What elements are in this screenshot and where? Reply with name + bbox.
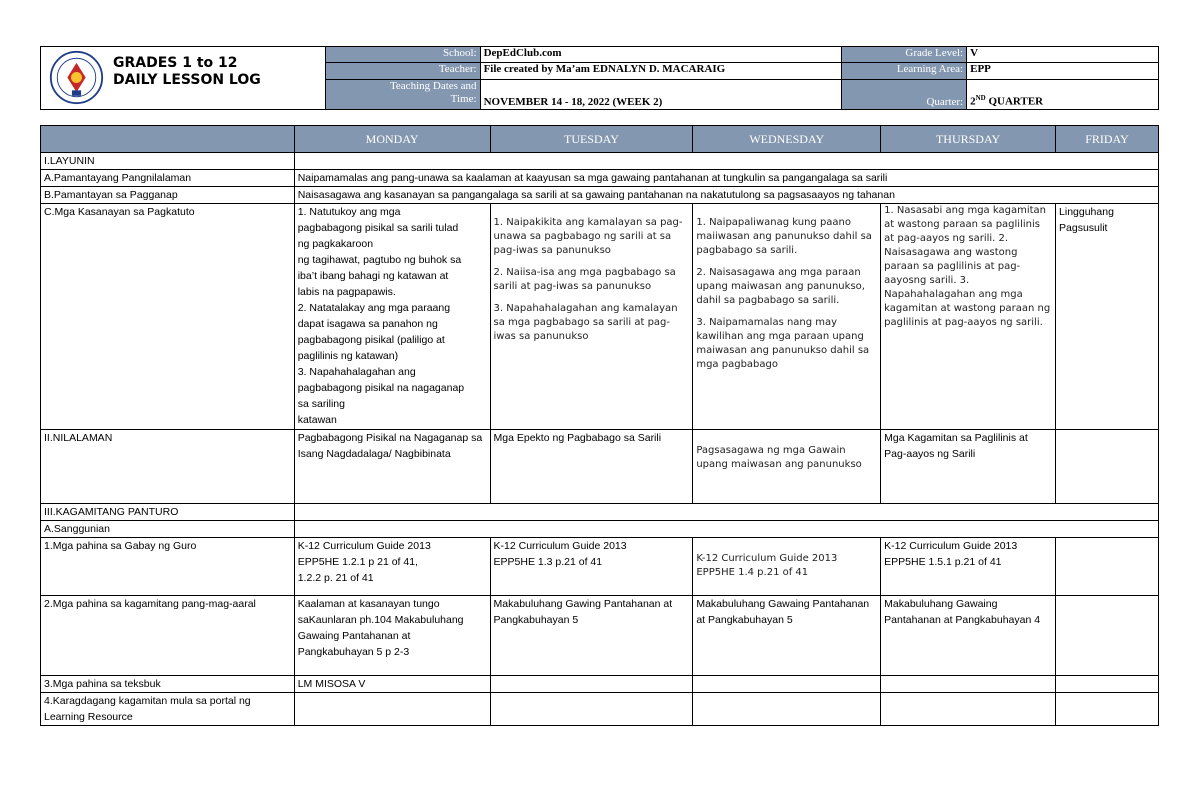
corner-header-cell (41, 126, 295, 153)
header-table (40, 46, 1159, 110)
row-label-nilalaman: II.NILALAMAN (41, 430, 295, 504)
row-label-teksbuk: 3.Mga pahina sa teksbuk (41, 676, 295, 693)
kasanayan-wednesday: 1. Naipapaliwanag kung paano maiiwasan ang panunukso dahil sa pagbabago sa sarili. 2. Naisasagawa ang mga paraan upang maiwasan ang panunukso, dahil sa pagbabago sa sarili. 3. Naipamamalas nang may kawilihan ang mga paraan upang maiwasan ang panunukso dahil sa mga pagbabago (693, 204, 881, 430)
teksbuk-friday (1056, 676, 1159, 693)
portal-wednesday (693, 693, 881, 726)
nilalaman-monday: Pagbabagong Pisikal na Nagaganap sa Isang Nagdadalaga/ Nagbibinata (294, 430, 490, 504)
kasanayan-tuesday: 1. Naipakikita ang kamalayan sa pag-unawa sa pagbabago ng sarili at sa pag-iwas sa panunukso 2. Naiisa-isa ang mga pagbabago sa sarili at pag-iwas sa panunukso 3. Napahahalagahan ang kamalayan sa mga pagbabago sa sarili at pag-iwas sa panunukso (490, 204, 693, 430)
deped-seal-icon (49, 50, 104, 105)
kasanayan-thursday: 1. Nasasabi ang mga kagamitan at wastong paraan sa paglilinis at pag-aayos ng sarili. 2. Naisasagawa ang wastong paraan sa paglilinis at pag-aayosng sarili. 3. Napahahalagahan ang mga kagamitan at wastong paraan ng paglilinis at pag-aayos ng sarili. (881, 204, 1056, 430)
page-subtitle: DAILY LESSON LOG (113, 72, 261, 88)
grade-level-label: Grade Level: (842, 47, 967, 63)
day-header-thursday: THURSDAY (881, 126, 1056, 153)
kasanayan-monday: 1. Natutukoy ang mga pagbabagong pisikal sa sarili tulad ng pagkakaroon ng tagihawat, pagtubo ng buhok sa iba’t ibang bahagi ng katawan at labis na pagpapawis. 2. Natatalakay ang mga paraang dapat isagawa sa panahon ng pagbabagong pisikal (paliligo at paglilinis ng katawan) 3. Napahahalagahan ang pagbabagong pisikal na nagaganap sa sariling katawan (294, 204, 490, 430)
layunin-cell (294, 153, 1158, 170)
portal-friday (1056, 693, 1159, 726)
day-header-monday: MONDAY (294, 126, 490, 153)
teksbuk-monday: LM MISOSA V (294, 676, 490, 693)
row-label-layunin: I.LAYUNIN (41, 153, 295, 170)
row-label-gabay: 1.Mga pahina sa Gabay ng Guro (41, 538, 295, 596)
day-header-wednesday: WEDNESDAY (693, 126, 881, 153)
logo-title-cell (41, 47, 326, 110)
row-label-pangnilalaman: A.Pamantayang Pangnilalaman (41, 170, 295, 187)
nilalaman-tuesday: Mga Epekto ng Pagbabago sa Sarili (490, 430, 693, 504)
portal-tuesday (490, 693, 693, 726)
kasanayan-friday: Lingguhang Pagsusulit (1056, 204, 1159, 430)
portal-thursday (881, 693, 1056, 726)
row-label-pagganap: B.Pamantayan sa Pagganap (41, 187, 295, 204)
gabay-thursday: K-12 Curriculum Guide 2013 EPP5HE 1.5.1 p.21 of 41 (881, 538, 1056, 596)
page-title: GRADES 1 to 12 (113, 55, 238, 71)
teaching-dates-label: Teaching Dates and Time: (325, 79, 480, 110)
mag-aaral-wednesday: Makabuluhang Gawaing Pantahanan at Pangkabuhayan 5 (693, 596, 881, 676)
teaching-dates-value: NOVEMBER 14 - 18, 2022 (WEEK 2) (480, 79, 842, 110)
teksbuk-thursday (881, 676, 1056, 693)
teacher-label: Teacher: (325, 63, 480, 79)
nilalaman-wednesday: Pagsasagawa ng mga Gawain upang maiwasan ang panunukso (693, 430, 881, 504)
school-label: School: (325, 47, 480, 63)
teacher-value: File created by Ma’am EDNALYN D. MACARAIG (480, 63, 842, 79)
lesson-log-table (40, 125, 1159, 726)
gabay-friday (1056, 538, 1159, 596)
kagamitan-cell (294, 504, 1158, 521)
grade-level-value: V (967, 47, 1159, 63)
mag-aaral-friday (1056, 596, 1159, 676)
pangnilalaman-cell: Naipamamalas ang pang-unawa sa kaalaman at kaayusan sa mga gawaing pantahanan at tungkulin sa pangangalaga sa sarili (294, 170, 1158, 187)
row-label-sanggunian: A.Sanggunian (41, 521, 295, 538)
gabay-wednesday: K-12 Curriculum Guide 2013 EPP5HE 1.4 p.21 of 41 (693, 538, 881, 596)
portal-monday (294, 693, 490, 726)
quarter-label: Quarter: (842, 79, 967, 110)
mag-aaral-tuesday: Makabuluhang Gawing Pantahanan at Pangkabuhayan 5 (490, 596, 693, 676)
mag-aaral-thursday: Makabuluhang Gawaing Pantahanan at Pangkabuhayan 4 (881, 596, 1056, 676)
pagganap-cell: Naisasagawa ang kasanayan sa pangangalaga sa sarili at sa gawaing pantahanan na nakatutulong sa pagsasaayos ng tahanan (294, 187, 1158, 204)
nilalaman-thursday: Mga Kagamitan sa Paglilinis at Pag-aayos ng Sarili (881, 430, 1056, 504)
teksbuk-wednesday (693, 676, 881, 693)
row-label-portal: 4.Karagdagang kagamitan mula sa portal ng Learning Resource (41, 693, 295, 726)
sanggunian-cell (294, 521, 1158, 538)
day-header-friday: FRIDAY (1056, 126, 1159, 153)
day-header-tuesday: TUESDAY (490, 126, 693, 153)
row-label-mag-aaral: 2.Mga pahina sa kagamitang pang-mag-aaral (41, 596, 295, 676)
learning-area-label: Learning Area: (842, 63, 967, 79)
row-label-kasanayan: C.Mga Kasanayan sa Pagkatuto (41, 204, 295, 430)
gabay-tuesday: K-12 Curriculum Guide 2013 EPP5HE 1.3 p.21 of 41 (490, 538, 693, 596)
nilalaman-friday (1056, 430, 1159, 504)
learning-area-value: EPP (967, 63, 1159, 79)
gabay-monday: K-12 Curriculum Guide 2013 EPP5HE 1.2.1 p 21 of 41, 1.2.2 p. 21 of 41 (294, 538, 490, 596)
quarter-value: 2ND QUARTER (967, 79, 1159, 110)
row-label-kagamitan: III.KAGAMITANG PANTURO (41, 504, 295, 521)
teksbuk-tuesday (490, 676, 693, 693)
mag-aaral-monday: Kaalaman at kasanayan tungo saKaunlaran ph.104 Makabuluhang Gawaing Pantahanan at Pangkabuhayan 5 p 2-3 (294, 596, 490, 676)
school-value: DepEdClub.com (480, 47, 842, 63)
